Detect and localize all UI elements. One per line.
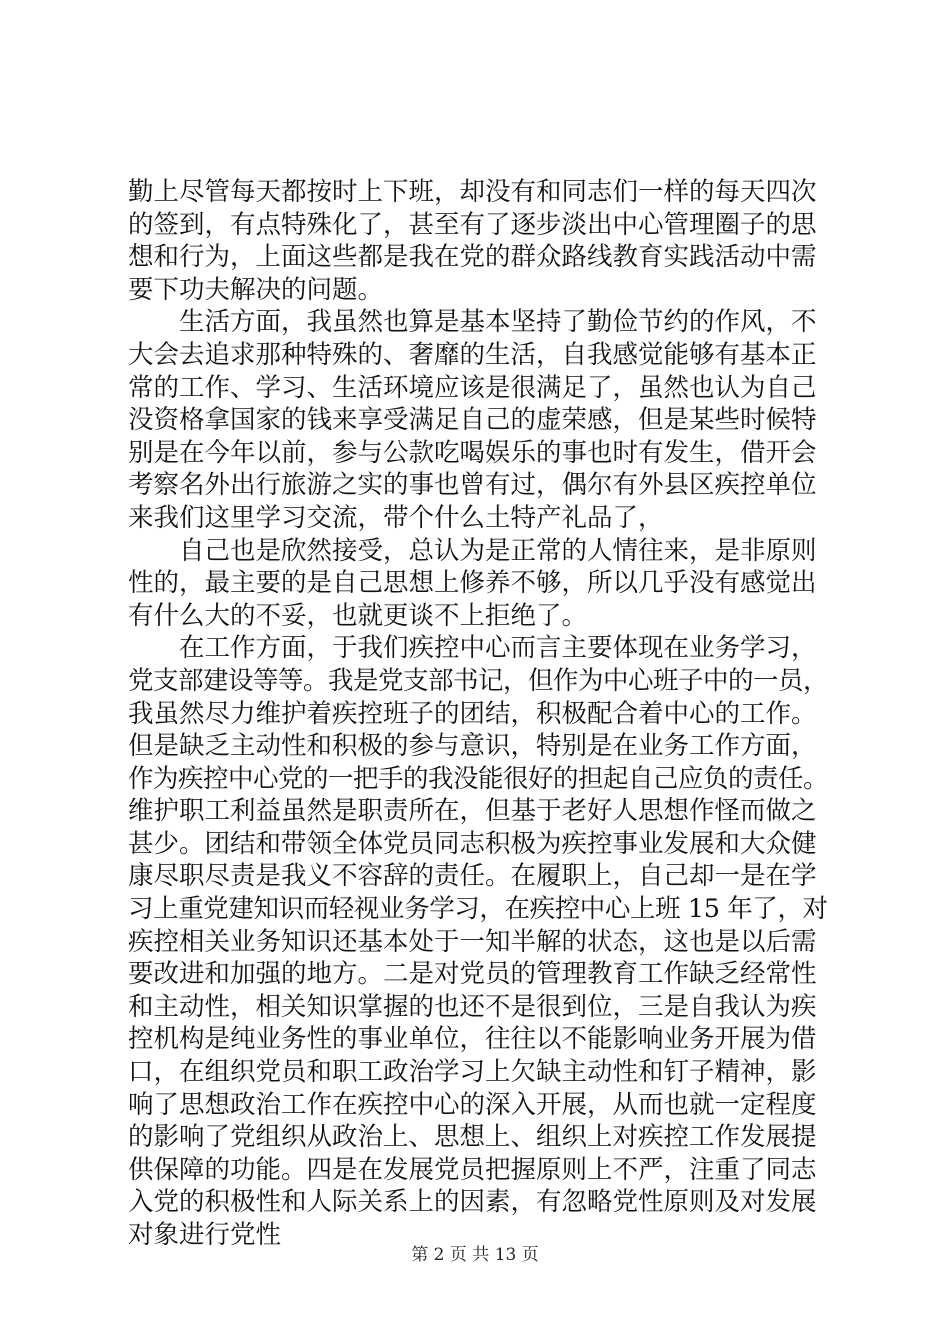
page-number-footer: 第 2 页 共 13 页 <box>411 1245 539 1265</box>
text-line: 性的，最主要的是自己思想上修养不够，所以几乎没有感觉出 <box>128 568 817 599</box>
text-line: 要改进和加强的地方。二是对党员的管理教育工作缺乏经常性 <box>128 959 817 990</box>
text-line: 常的工作、学习、生活环境应该是很满足了，虽然也认为自己 <box>128 372 817 403</box>
text-line: 想和行为，上面这些都是我在党的群众路线教育实践活动中需 <box>128 242 817 273</box>
text-line: 党支部建设等等。我是党支部书记，但作为中心班子中的一员， <box>128 665 829 696</box>
text-line: 入党的积极性和人际关系上的因素，有忽略党性原则及对发展 <box>128 1187 817 1218</box>
text-line: 习上重党建知识而轻视业务学习，在疾控中心上班 15 年了，对 <box>128 894 828 925</box>
text-line: 但是缺乏主动性和积极的参与意识，特别是在业务工作方面， <box>128 731 817 762</box>
text-line: 作为疾控中心党的一把手的我没能很好的担起自己应负的责任。 <box>128 763 829 794</box>
text-line: 和主动性，相关知识掌握的也还不是很到位，三是自我认为疾 <box>128 991 817 1022</box>
text-line: 自己也是欣然接受，总认为是正常的人情往来，是非原则 <box>128 535 817 566</box>
text-line: 我虽然尽力维护着疾控班子的团结，积极配合着中心的工作。 <box>128 698 817 729</box>
text-line: 来我们这里学习交流，带个什么土特产礼品了， <box>128 502 664 533</box>
text-line: 在工作方面，于我们疾控中心而言主要体现在业务学习， <box>128 633 817 664</box>
text-line: 响了思想政治工作在疾控中心的深入开展，从而也就一定程度 <box>128 1089 817 1120</box>
text-line: 生活方面，我虽然也算是基本坚持了勤俭节约的作风，不 <box>128 307 817 338</box>
text-line: 疾控相关业务知识还基本处于一知半解的状态，这也是以后需 <box>128 926 817 957</box>
text-line: 甚少。团结和带领全体党员同志积极为疾控事业发展和大众健 <box>128 828 817 859</box>
text-line: 的签到，有点特殊化了，甚至有了逐步淡出中心管理圈子的思 <box>128 209 817 240</box>
text-line: 维护职工利益虽然是职责所在，但基于老好人思想作怪而做之 <box>128 796 817 827</box>
text-line: 控机构是纯业务性的事业单位，往往以不能影响业务开展为借 <box>128 1024 817 1055</box>
text-line: 勤上尽管每天都按时上下班，却没有和同志们一样的每天四次 <box>128 177 817 207</box>
text-line: 别是在今年以前，参与公款吃喝娱乐的事也时有发生，借开会 <box>128 437 817 468</box>
text-line: 的影响了党组织从政治上、思想上、组织上对疾控工作发展提 <box>128 1122 817 1153</box>
text-line: 口，在组织党员和职工政治学习上欠缺主动性和钉子精神，影 <box>128 1057 817 1088</box>
text-line: 大会去追求那种特殊的、奢靡的生活，自我感觉能够有基本正 <box>128 339 817 370</box>
text-line: 没资格拿国家的钱来享受满足自己的虚荣感，但是某些时候特 <box>128 405 817 436</box>
text-line: 康尽职尽责是我义不容辞的责任。在履职上，自己却一是在学 <box>128 861 817 892</box>
text-line: 对象进行党性 <box>128 1220 282 1250</box>
text-line: 考察名外出行旅游之实的事也曾有过，偶尔有外县区疾控单位 <box>128 470 817 501</box>
text-line: 要下功夫解决的问题。 <box>128 274 384 305</box>
text-line: 供保障的功能。四是在发展党员把握原则上不严，注重了同志 <box>128 1154 817 1185</box>
text-line: 有什么大的不妥，也就更谈不上拒绝了。 <box>128 600 588 631</box>
body-text <box>128 176 828 1252</box>
